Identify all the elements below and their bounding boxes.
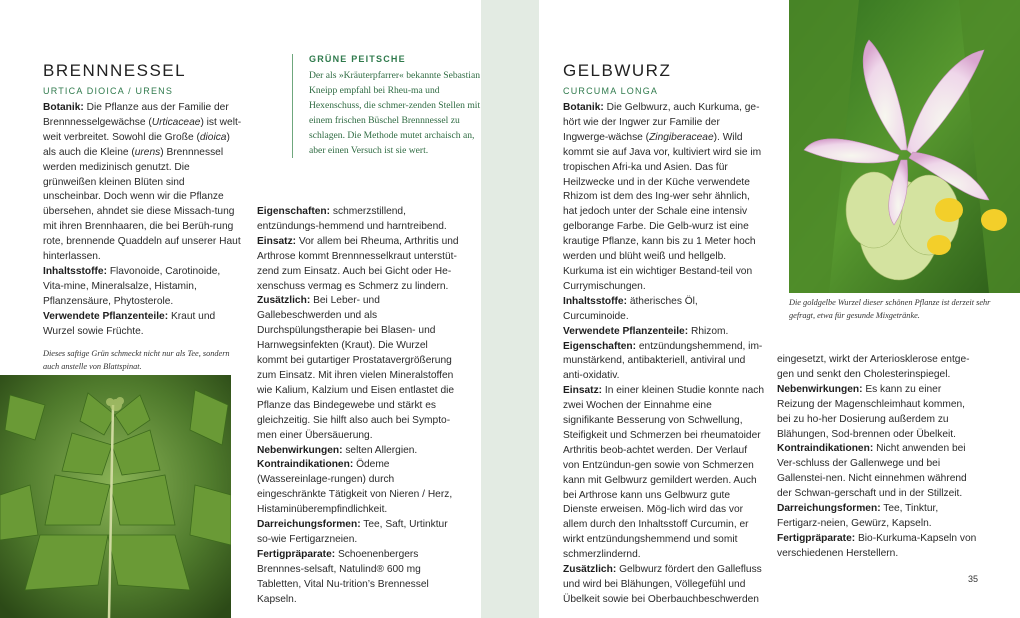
paragraph	[563, 101, 765, 295]
paragraph	[43, 310, 243, 340]
paragraph-label: Kontraindikationen:	[777, 443, 874, 455]
paragraph	[257, 458, 461, 518]
left-page	[0, 0, 481, 618]
paragraph-label: Darreichungsformen:	[257, 519, 361, 531]
paragraph-text: ätherisches Öl, Curcuminoide.	[563, 295, 698, 322]
sidebar-title: GRÜNE PEITSCHE	[309, 54, 406, 64]
paragraph-label: Verwendete Pflanzenteile:	[563, 325, 689, 337]
paragraph	[257, 518, 461, 548]
paragraph	[777, 383, 981, 443]
paragraph	[43, 265, 243, 310]
paragraph-text: entzündungshemmend, im-munstärkend, antibakteriell, antiviral und anti-oxidativ.	[563, 340, 763, 382]
paragraph-label: Eigenschaften:	[563, 340, 637, 352]
paragraph-text: selten Allergien.	[345, 444, 418, 456]
paragraph-text: Rhizom.	[690, 325, 729, 337]
paragraph-text: Nicht anwenden bei Ver-schluss der Gallenwege und bei Gallenstei-nen. Nicht einnehmen während der Schwan-gerschaft und in der Stillzeit.	[777, 443, 967, 500]
nettle-illustration	[0, 375, 231, 618]
latin-name-gelbwurz: CURCUMA LONGA	[563, 86, 659, 96]
page-gutter	[481, 0, 539, 618]
paragraph-text: Gelbwurz fördert den Gallefluss und wird bei Blähungen, Völlegefühl und Übelkeit sowie bei Oberbauchbeschwerden	[563, 564, 762, 605]
paragraph-label: Botanik:	[43, 102, 84, 113]
paragraph-label: Inhaltsstoffe:	[43, 265, 107, 277]
paragraph-text: Bei Leber- und Gallebeschwerden und als Durchspülungstherapie bei Blasen- und Harnwegsinfekten (Kraut). Die Wurzel kommt bei gutartiger Prostatavergrößerung zum Einsatz. Mit ihren vielen Mineralstoffen wie Kalium, Kalzium und Eisen entlastet die Pflanze das Bindegewebe und stärkt es gleichzeitig. Sie hilft also auch bei Sympto-men einer Übersäuerung.	[257, 295, 455, 441]
paragraph-label: Kontraindikationen:	[257, 459, 354, 471]
gelbwurz-column-2	[777, 353, 981, 562]
sidebar-gruene-peitsche	[292, 54, 481, 158]
paragraph-label: Fertigpräparate:	[777, 532, 856, 544]
paragraph-text: Ödeme (Wassereinlage-rungen) durch eingeschränkte Tätigkeit von Nieren / Herz, Histaminüberempfindlichkeit.	[257, 459, 453, 516]
paragraph	[563, 325, 765, 340]
paragraph-text: Schoenenbergers Brennnes-selsaft, Natulind® 600 mg Tabletten, Vital Nu-trition’s Brennessel Kapseln.	[257, 548, 429, 605]
paragraph	[257, 548, 461, 608]
paragraph-label: Darreichungsformen:	[777, 503, 881, 515]
paragraph-text: eingesetzt, wirkt der Arteriosklerose entge-gen und senkt den Cholesterinspiegel.	[777, 354, 970, 380]
paragraph	[563, 384, 765, 563]
paragraph-text: Tee, Saft, Urtinktur so-wie Fertigarzneien.	[257, 519, 448, 545]
paragraph	[257, 294, 461, 443]
paragraph-text: Bio-Kurkuma-Kapseln von verschiedenen Herstellern.	[777, 532, 977, 559]
paragraph	[563, 563, 765, 608]
turmeric-flower-illustration	[789, 0, 1020, 293]
paragraph	[43, 101, 243, 265]
paragraph-label: Eigenschaften:	[257, 206, 331, 217]
paragraph-text: In einer kleinen Studie konnte nach zwei Wochen der Einnahme eine signifikante Besserung von Schwellung, Steifigkeit und Schmerzen bei rheumatoider Arthritis beob-achtet werden. Der Verlauf von Entzündun-gen sowie von Schmerzen kann mit Gelbwurz gemildert werden. Auch bei Arthrose kann uns Gelbwurz gute Dienste erweisen. Mög-lich wird das vor allem durch den Inhaltsstoff Curcumin, er wirkt entzündungshemmend und somit schmerzlindernd.	[563, 385, 765, 561]
paragraph-text: Die Gelbwurz, auch Kurkuma, ge-hört wie der Ingwer zur Familie der Ingwerge-wächse (Zingiberaceae). Wild kommt sie auf Java vor, kultiviert wird sie im tropischen Afri-ka und Asien. Das für Heilzwecke und in der Küche verwendete Rhizom ist dem des Ing-wer sehr ähnlich, hat jedoch unter der Schale eine intensiv gelborange Farbe. Die Gelb-wurz ist eine krautige Pflanze, kann bis zu 1 Meter hoch werden und blüht weiß und hellgelb. Kurkuma ist ein wichtiger Bestand-teil von Currymischungen.	[563, 102, 762, 292]
paragraph	[777, 353, 981, 383]
paragraph-label: Verwendete Pflanzenteile:	[43, 310, 169, 322]
paragraph-label: Nebenwirkungen:	[257, 444, 343, 456]
page-number: 35	[968, 574, 979, 584]
paragraph-text: Es kann zu einer Reizung der Magenschleimhaut kommen, bei zu ho-her Dosierung außerdem zu Blähungen, Sod-brennen oder Übelkeit.	[777, 383, 965, 440]
heading-gelbwurz: GELBWURZ	[563, 61, 672, 80]
turmeric-flower-photo	[789, 0, 1020, 293]
paragraph-text: Tee, Tinktur, Fertigarz-neien, Gewürz, Kapseln.	[777, 503, 939, 529]
paragraph-text: Die Pflanze aus der Familie der Brennnesselgewächse (Urticaceae) ist welt-weit verbreitet. Sowohl die Große (dioica) als auch die Kleine (urens) Brennnessel werden medizinisch genutzt. Die grünweißen kleinen Blüten sind unscheinbar. Doch wenn wir die Pflanze übersehen, ahndet sie diese Missach-tung mit ihren Brennhaaren, die bei Berüh-rung rote, brennende Quaddeln auf unserer Haut hinterlassen.	[43, 102, 242, 263]
paragraph	[257, 444, 461, 459]
heading-brennnessel: BRENNNESSEL	[43, 61, 187, 80]
paragraph	[777, 442, 981, 502]
nettle-photo-caption: Dieses saftige Grün schmeckt nicht nur als Tee, sondern auch anstelle von Blattspinat.	[43, 349, 230, 371]
sidebar-text: Der als »Kräuterpfarrer« bekannte Sebastian Kneipp empfahl bei Rheu-ma und Hexenschuss, die schmer-zenden Stellen mit einem frischen Büschel Brennnessel zu schlagen. Die Methode mutet archaisch an, aber einen Versuch ist sie wert.	[309, 70, 481, 156]
paragraph	[563, 295, 765, 325]
paragraph-label: Zusätzlich:	[563, 564, 617, 576]
paragraph-text: Flavonoide, Carotinoide, Vita-mine, Mineralsalze, Histamin, Pflanzensäure, Phytosterole.	[43, 265, 221, 307]
right-page	[539, 0, 1020, 618]
paragraph-label: Nebenwirkungen:	[777, 383, 863, 395]
brennnessel-column-2	[257, 205, 461, 607]
paragraph	[563, 340, 765, 385]
paragraph-text: schmerzstillend, entzündungs-hemmend und harntreibend.	[257, 206, 447, 232]
brennnessel-column-1	[43, 101, 243, 340]
paragraph	[777, 532, 981, 562]
turmeric-photo-caption: Die goldgelbe Wurzel dieser schönen Pflanze ist derzeit sehr gefragt, etwa für gesunde Mixgetränke.	[789, 298, 991, 320]
paragraph-label: Einsatz:	[257, 235, 297, 247]
paragraph-label: Fertigpräparate:	[257, 548, 336, 560]
paragraph	[777, 502, 981, 532]
paragraph	[257, 205, 461, 235]
paragraph	[257, 235, 461, 295]
paragraph-text: Kraut und Wurzel sowie Früchte.	[43, 310, 216, 337]
paragraph-label: Einsatz:	[563, 385, 603, 397]
paragraph-label: Botanik:	[563, 102, 604, 113]
paragraph-label: Inhaltsstoffe:	[563, 295, 627, 307]
nettle-photo	[0, 375, 231, 618]
latin-name-brennnessel: URTICA DIOICA / URENS	[43, 86, 174, 96]
paragraph-label: Zusätzlich:	[257, 295, 311, 307]
paragraph-text: Vor allem bei Rheuma, Arthritis und Arthrose kommt Brennnesselkraut unterstüt-zend zum Einsatz. Auch bei Gicht oder He-xenschuss vermag es Schmerz zu lindern.	[257, 235, 459, 292]
gelbwurz-column-1	[563, 101, 765, 608]
